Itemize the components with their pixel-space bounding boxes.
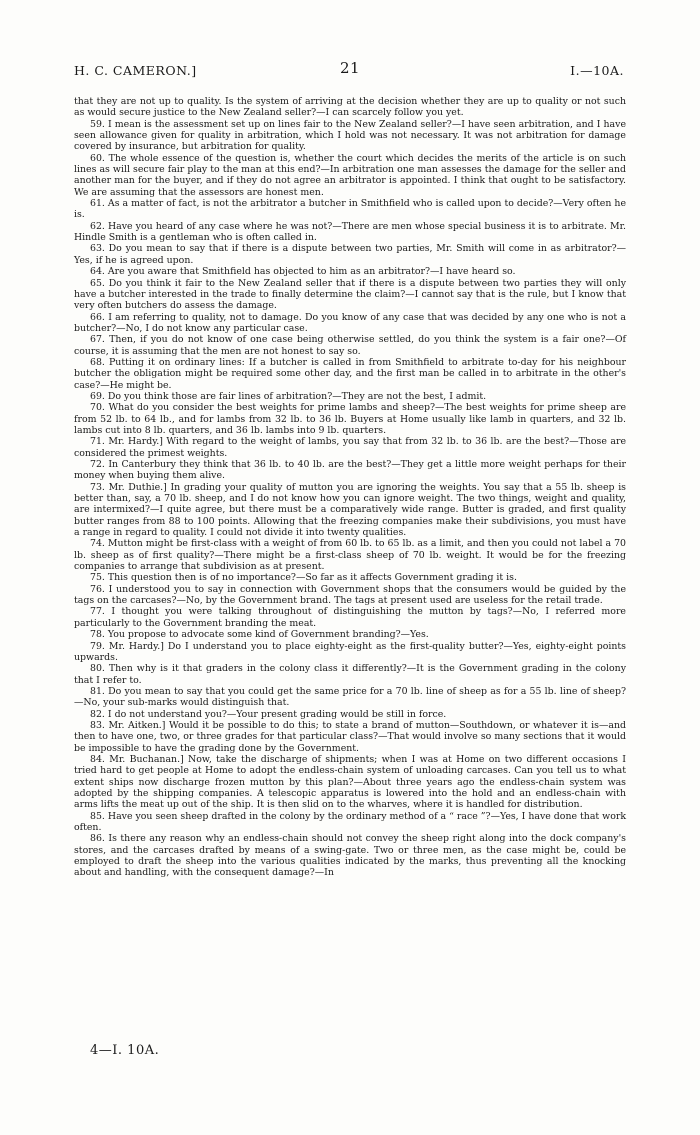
paragraph: 77. I thought you were talking throughout of distinguishing the mutton by tags?—No, I referred more particularly to the Government branding the meat. — [74, 606, 626, 629]
paragraph: 65. Do you think it fair to the New Zealand seller that if there is a dispute between two parties they will only have a butcher interested in the trade to finally determine the claim?—I cannot say that is the rule, but I know that very often butchers do assess the damage. — [74, 277, 626, 312]
paragraph: 64. Are you aware that Smithfield has objected to him as an arbitrator?—I have heard so. — [90, 266, 516, 278]
paragraph: 63. Do you mean to say that if there is a dispute between two parties, Mr. Smith will come in as arbitrator?—Yes, if he is agreed upon. — [74, 243, 626, 266]
page-number: 21 — [339, 59, 361, 77]
paragraph: 60. The whole essence of the question is, whether the court which decides the merits of the article is on such lines as will secure fair play to the man at this end?—In arbitration one man assesses the damage for the seller and another man for the buyer, and if they do not agree an arbitrator is appointed. I think that ought to be satisfactory. We are assuming that the assessors are honest men. — [74, 152, 626, 198]
footer-signature: 4—I. 10A. — [90, 1043, 160, 1058]
header-document-code: I.—10A. — [570, 63, 624, 78]
paragraph: 67. Then, if you do not know of one case being otherwise settled, do you think the system is a fair one?—Of course, it is assuming that the men are not honest to say so. — [74, 334, 626, 357]
paragraph: 80. Then why is it that graders in the colony class it differently?—It is the Government grading in the colony that I refer to. — [74, 663, 626, 686]
paragraph: 75. This question then is of no importance?—So far as it affects Government grading it is. — [90, 572, 517, 584]
paragraph: 59. I mean is the assessment set up on lines fair to the New Zealand seller?—I have seen arbitration, and I have seen allowance given for quality in arbitration, which I hold was not necessary. It was not arbitration for damage covered by insurance, but arbitration for quality. — [74, 118, 626, 153]
paragraph: 76. I understood you to say in connection with Government shops that the consumers would be guided by the tags on the carcases?—No, by the Government brand. The tags at present used are useless for the retail trade. — [74, 583, 626, 607]
paragraph: 81. Do you mean to say that you could get the same price for a 70 lb. line of sheep as for a 55 lb. line of sheep?—No, your sub-marks would distinguish that. — [74, 685, 626, 709]
paragraph: 74. Mutton might be first-class with a weight of from 60 lb. to 65 lb. as a limit, and then you could not label a 70 lb. sheep as of first quality?—There might be a first-class sheep of 70 lb. weight. It would be for the freezing companies to arrange that subdivision as at present. — [74, 538, 626, 573]
paragraph: 68. Putting it on ordinary lines: If a butcher is called in from Smithfield to arbitrate to-day for his neighbour butcher the obligation might be required some other day, and the first man be called in to arbitrate in the other's case?—He might be. — [74, 356, 626, 391]
paragraph: 66. I am referring to quality, not to damage. Do you know of any case that was decided by any one who is not a butcher?—No, I do not know any particular case. — [74, 311, 626, 334]
paragraph: 61. As a matter of fact, is not the arbitrator a butcher in Smithfield who is called upon to decide?—Very often he is. — [74, 198, 626, 221]
paragraph: 78. You propose to advocate some kind of Government branding?—Yes. — [90, 629, 429, 641]
header-witness-name: H. C. CAMERON.] — [74, 63, 197, 78]
paragraph: 62. Have you heard of any case where he was not?—There are men whose special business it is to arbitrate. Mr. Hindle Smith is a gentleman who is often called in. — [74, 220, 626, 244]
paragraph: 82. I do not understand you?—Your present grading would be still in force. — [90, 708, 447, 720]
paragraph: 73. Mr. Duthie.] In grading your quality of mutton you are ignoring the weights. You say that a 55 lb. sheep is better than, say, a 70 lb. sheep, and I do not know how you can ignore weight. The two things, weight and quality, are intermixed?—I quite agree, but there must be a comparatively wide range. Butter is graded, and first quality butter ranges from 88 to 100 points. Allowing that the freezing companies make their subdivisions, you must have a range in regard to quality. I could not divide it into twenty qualities. — [74, 481, 626, 539]
document-body — [74, 96, 626, 879]
paragraph: 85. Have you seen sheep drafted in the colony by the ordinary method of a “ race ”?—Yes, I have done that work often. — [74, 810, 626, 833]
paragraph: 71. Mr. Hardy.] With regard to the weight of lambs, you say that from 32 lb. to 36 lb. are the best?—Those are considered the primest weights. — [74, 436, 626, 459]
paragraph: that they are not up to quality. Is the system of arriving at the decision whether they are up to quality or not such as would secure justice to the New Zealand seller?—I can scarcely follow you yet. — [74, 96, 626, 119]
paragraph: 69. Do you think those are fair lines of arbitration?—They are not the best, I admit. — [90, 390, 487, 402]
paragraph: 70. What do you consider the best weights for prime lambs and sheep?—The best weights for prime sheep are from 52 lb. to 64 lb., and for lambs from 32 lb. to 36 lb. Buyers at Home usually like lamb in quarters, and 32 lb. lambs cut into 8 lb. quarters, and 36 lb. lambs into 9 lb. quarters. — [74, 402, 626, 436]
paragraph: 86. Is there any reason why an endless-chain should not convey the sheep right along into the dock company's stores, and the carcases drafted by means of a swing-gate. Two or three men, as the case might be, could be employed to draft the sheep into the various qualities indicated by the marks, thus preventing all the knocking about and handling, with the consequent damage?—In — [74, 833, 626, 879]
paragraph: 79. Mr. Hardy.] Do I understand you to place eighty-eight as the first-quality butter?—Yes, eighty-eight points upwards. — [74, 640, 626, 663]
paragraph: 72. In Canterbury they think that 36 lb. to 40 lb. are the best?—They get a little more weight perhaps for their money when buying them alive. — [74, 459, 626, 482]
paragraph: 83. Mr. Aitken.] Would it be possible to do this; to state a brand of mutton—Southdown, or whatever it is—and then to have one, two, or three grades for that particular class?—That would involve so many sections that it would be impossible to have the grading done by the Government. — [74, 719, 626, 754]
paragraph: 84. Mr. Buchanan.] Now, take the discharge of shipments; when I was at Home on two different occasions I tried hard to get people at Home to adopt the endless-chain system of unloading carcases. Can you tell us to what extent ships now discharge frozen mutton by this plan?—About three years ago the endless-chain system was adopted by the shipping companies. A telescopic apparatus is lowered into the hold and an endless-chain with arms lifts the meat up out of the ship. It is then slid on to the wharves, where it is handled for distribution. — [74, 753, 626, 811]
